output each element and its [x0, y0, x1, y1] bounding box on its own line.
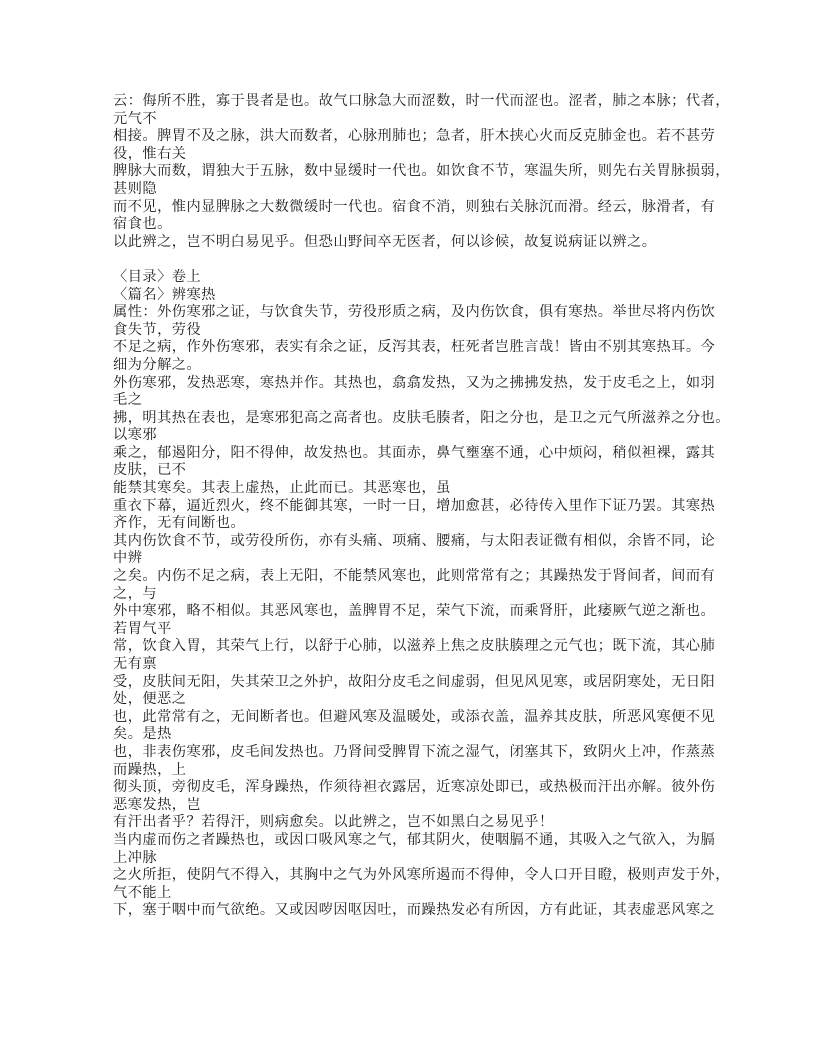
text-line: 食失节，劳役 — [113, 321, 202, 338]
text-line: 也，非表伤寒邪，皮毛间发热也。乃肾间受脾胃下流之湿气，闭塞其下，致阴火上冲，作蒸蒸 — [113, 743, 716, 760]
text-line: 宿食也。 — [113, 216, 172, 233]
text-line: 以此辨之，岂不明白易见乎。但恐山野间卒无医者，何以诊候，故复说病证以辨之。 — [113, 233, 657, 250]
text-line: 若胃气平 — [113, 620, 172, 637]
text-line: 细为分解之。 — [113, 356, 202, 373]
text-line: 属性：外伤寒邪之证，与饮食失节，劳役形质之病，及内伤饮食，俱有寒热。举世尽将内伤饮 — [113, 304, 716, 321]
text-line: 相接。脾胃不及之脉，洪大而数者，心脉刑肺也；急者，肝木挟心火而反克肺金也。若不甚劳 — [113, 128, 716, 145]
text-line: 无有禀 — [113, 656, 158, 672]
text-line: 〈目录〉卷上 — [113, 268, 202, 285]
text-line: 上冲脉 — [113, 849, 158, 866]
text-line: 毛之 — [113, 392, 143, 409]
text-line: 彻头顶，旁彻皮毛，浑身躁热，作须待袒衣露居，近寒凉处即已，或热极而汗出亦解。彼外伤 — [113, 779, 716, 796]
text-line: 恶寒发热，岂 — [113, 796, 202, 813]
text-line: 也，此常常有之，无间断者也。但避风寒及温暖处，或添衣盖，温养其皮肤，所恶风寒便不见 — [113, 708, 716, 725]
text-line: 甚则隐 — [113, 180, 158, 197]
text-line: 而不见，惟内显脾脉之大数微缓时一代也。宿食不消，则独右关脉沉而滑。经云，脉滑者，有 — [113, 198, 716, 215]
text-line: 之矣。内伤不足之病，表上无阳，不能禁风寒也，此则常常有之；其躁热发于肾间者，间而有 — [113, 568, 716, 585]
text-line: 中辨 — [113, 550, 143, 567]
text-line: 〈篇名〉辨寒热 — [113, 286, 216, 303]
text-line: 齐作，无有间断也。 — [113, 515, 246, 532]
text-line: 有汗出者乎？若得汗，则病愈矣。以此辨之，岂不如黑白之易见乎！ — [113, 814, 554, 831]
text-line: 皮肤，已不 — [113, 462, 187, 479]
text-line: 之火所拒，使阴气不得入，其胸中之气为外风寒所遏而不得伸，令人口开目瞪，极则声发于外， — [113, 867, 730, 884]
text-line: 受，皮肤间无阳，失其荣卫之外护，故阳分皮毛之间虚弱，但见风见寒，或居阴寒处，无日阳 — [113, 673, 716, 690]
text-line: 下，塞于咽中而气欲绝。又或因哕因呕因吐，而躁热发必有所因，方有此证，其表虚恶风寒之 — [113, 902, 716, 919]
text-line: 不足之病，作外伤寒邪，表实有余之证，反泻其表，枉死者岂胜言哉！皆由不别其寒热耳。今 — [113, 339, 716, 356]
text-line: 能禁其寒矣。其表上虚热，止此而已。其恶寒也，虽 — [113, 480, 451, 497]
text-line: 以寒邪 — [113, 427, 158, 444]
text-line: 云：侮所不胜，寡于畏者是也。故气口脉急大而涩数，时一代而涩也。涩者，肺之本脉；代者， — [113, 93, 730, 109]
text-line: 处，便恶之 — [113, 691, 187, 708]
text-line: 气不能上 — [113, 884, 172, 901]
text-line: 役，惟右关 — [113, 145, 187, 162]
text-line: 常，饮食入胃，其荣气上行，以舒于心肺，以滋养上焦之皮肤腠理之元气也；既下流，其心肺 — [113, 638, 716, 655]
text-line: 外伤寒邪，发热恶寒，寒热并作。其热也，翕翕发热，又为之拂拂发热，发于皮毛之上，如羽 — [113, 374, 716, 391]
text-line: 当内虚而伤之者躁热也，或因口吸风寒之气，郁其阴火，使咽膈不通，其吸入之气欲入，为膈 — [113, 831, 716, 848]
text-line: 而躁热，上 — [113, 761, 187, 778]
text-line: 之，与 — [113, 585, 158, 602]
text-line — [113, 251, 717, 269]
text-line: 脾脉大而数，谓独大于五脉，数中显缓时一代也。如饮食不节，寒温失所，则先右关胃脉损弱， — [113, 163, 730, 180]
text-line: 元气不 — [113, 110, 158, 127]
text-block — [113, 93, 730, 920]
text-line: 其内伤饮食不节，或劳役所伤，亦有头痛、项痛、腰痛，与太阳表证微有相似，余皆不同，论 — [113, 532, 716, 549]
text-line: 外中寒邪，略不相似。其恶风寒也，盖脾胃不足，荣气下流，而乘肾肝，此痿厥气逆之渐也。 — [113, 603, 716, 620]
text-line: 拂，明其热在表也，是寒邪犯高之高者也。皮肤毛腠者，阳之分也，是卫之元气所滋养之分也。 — [113, 409, 730, 426]
text-line: 乘之，郁遏阳分，阳不得伸，故发热也。其面赤，鼻气壅塞不通，心中烦闷，稍似袒裸，露其 — [113, 444, 716, 461]
text-line: 矣。是热 — [113, 726, 172, 743]
text-line: 重衣下幕，逼近烈火，终不能御其寒，一时一日，增加愈甚，必待传入里作下证乃罢。其寒热 — [113, 497, 716, 514]
